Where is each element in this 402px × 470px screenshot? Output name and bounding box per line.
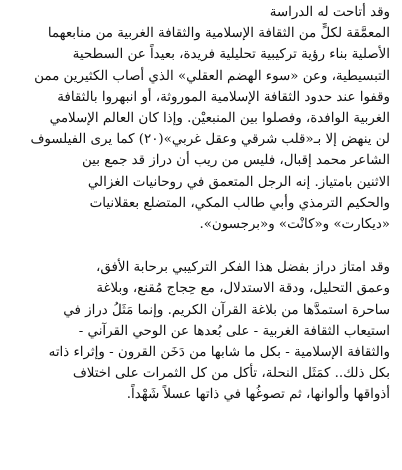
text-line: وعمق التحليل، ودقة الاستدلال، مع حِجاج مُقنع، وبلاغة [96,281,390,297]
text-line: الأصلية بناء رؤية تركيبية تحليلية فريدة، بعيداً عن السطحية [72,47,390,63]
text-line: وقد أتاحت له الدراسة [269,5,390,20]
text-line: الشاعر محمد إقبال، فليس من ريب أن دراز قد جمع بين [81,153,390,169]
text-line: «ديكارت» و«كانْت» و«برجسون». [199,217,390,233]
text-line: بكل ذلك.. كمَثَل النحلة، تأكل من كل الثمرات على اختلاف [72,366,390,382]
text-line: التبسيطية، وعن «سوء الهضم العقلي» الذي أصاب الكثيرين ممن [34,68,390,84]
text-line: استيعاب الثقافة الغربية - على بُعدها عن الوحي القرآني - [78,323,390,339]
text-line: وقد امتاز دراز بفضل هذا الفكر التركيبي برحابة الأفق، [96,260,390,276]
paragraph-1 [12,2,390,235]
text-line: والحكيم الترمذي وأبي طالب المكي، المتضلع بعقلانيات [89,195,390,211]
text-line: وقفوا عند حدود الثقافة الإسلامية الموروثة، أو انبهروا بالثقافة [57,89,390,105]
paragraph-2 [12,257,390,405]
text-line: الغربية الوافدة، وفصلوا بين المنبعيْن. وإذا كان العالم الإسلامي [49,111,390,127]
text-line: الاثنين بامتياز. إنه الرجل المتعمق في روحانيات الغزالي [87,174,390,190]
text-line: أذواقها وألوانها، ثم تصوغُها في ذاتها عسلاً شَهْداً. [126,387,390,403]
paragraph-spacer [12,235,390,257]
text-line: والثقافة الإسلامية - بكل ما شابها من دَخَن القرون - وإثراء ذاته [48,345,390,361]
text-line: المعمَّقة لكلٍّ من الثقافة الإسلامية والثقافة الغربية من منابعهما [47,26,390,42]
text-line: لن ينهض إلا بـ«قلب شرقي وعقل غربي»(٢٠) كما يرى الفيلسوف [30,132,390,148]
text-line: ساحرة استمدَّها من بلاغة القرآن الكريم. وإنما مَثَلُ دراز في [63,302,390,318]
